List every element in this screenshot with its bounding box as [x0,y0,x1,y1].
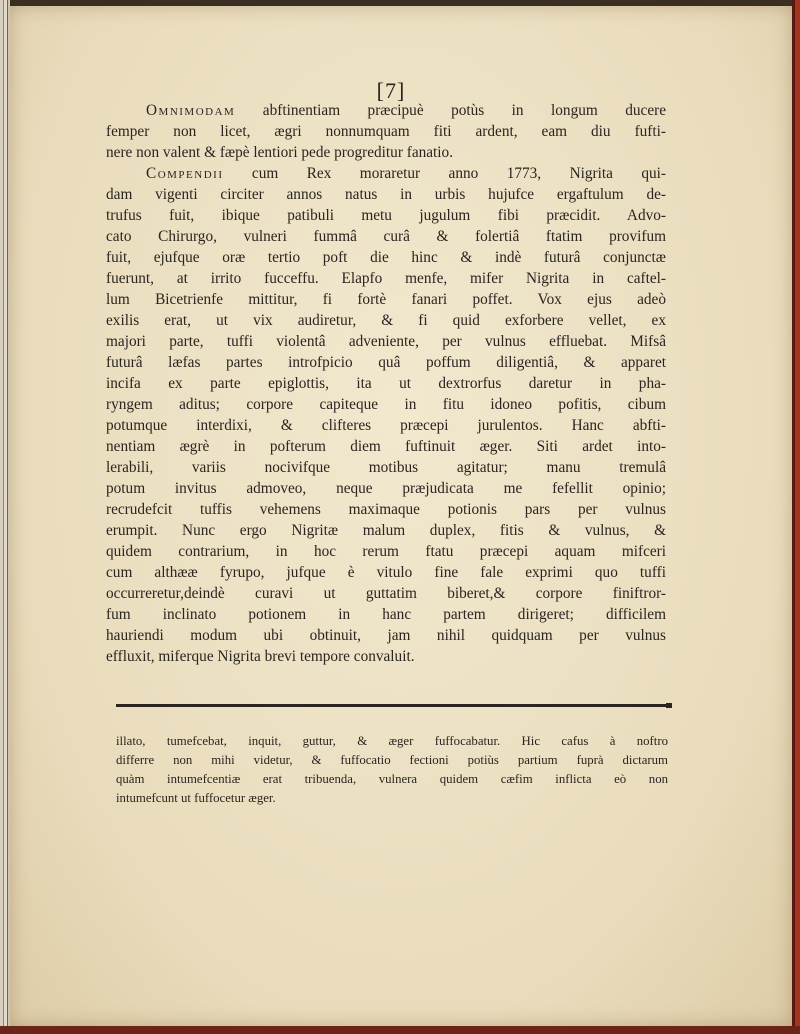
line-text: ryngem aditus; corpore capiteque in fitu idoneo pofitis, cibum [106,396,666,413]
text-line [106,457,666,478]
text-line [106,541,666,562]
text-line [106,163,666,184]
main-text [106,100,666,667]
footnote-line [116,789,668,808]
text-line [106,604,666,625]
text-line [106,247,666,268]
line-text: quàm intumefcentiæ erat tribuenda, vulnera quidem cæfim inflicta eò non [116,772,668,786]
line-text: lum Bicetrienfe mittitur, fi fortè fanari poffet. Vox ejus adeò [106,291,666,308]
text-line [106,373,666,394]
line-text: hauriendi modum ubi obtinuit, jam nihil quidquam per vulnus [106,627,666,644]
footnote-line [116,732,668,751]
text-line [106,121,666,142]
line-text: fuerunt, at irrito fucceffu. Elapfo menfe, mifer Nigrita in caftel- [106,270,666,287]
line-text: incifa ex parte epiglottis, ita ut dextrorfus daretur in pha- [106,375,666,392]
text-line [106,289,666,310]
paragraph-lead-word: Omnimodam [146,102,236,119]
text-line [106,352,666,373]
line-text: fuit, ejufque oræ tertio poft die hinc & indè futurâ conjunctæ [106,249,666,266]
text-line [106,436,666,457]
line-text: majori parte, tuffi violentâ adveniente, per vulnus effluebat. Mifsâ [106,333,666,350]
text-line [106,100,666,121]
page-number: [7] [376,78,406,103]
line-text: abftinentiam præcipuè potùs in longum ducere [235,102,666,119]
book-spine-edge [0,0,10,1034]
line-text: cato Chirurgo, vulneri fummâ curâ & folertiâ ftatim provifum [106,228,666,245]
text-line [106,268,666,289]
footnote [116,732,668,808]
footnote-line [116,751,668,770]
text-line [106,415,666,436]
text-line [106,520,666,541]
line-text: futurâ læfas partes introfpicio quâ poffum diligentiâ, & apparet [106,354,666,371]
paragraph-lead-word: Compendii [146,165,224,182]
text-line [106,562,666,583]
text-line [106,646,666,667]
footnote-line [116,770,668,789]
line-text: lerabili, variis nocivifque motibus agitatur; manu tremulâ [106,459,666,476]
text-line [106,331,666,352]
line-text: differre non mihi videtur, & fuffocatio fectioni potiùs partium fuprà dictarum [116,753,668,767]
text-line [106,142,666,163]
text-line [106,625,666,646]
line-text: cum Rex moraretur anno 1773, Nigrita qui- [223,165,666,182]
line-text: potum invitus admoveo, neque præjudicata me fefellit opinio; [106,480,666,497]
line-text: erumpit. Nunc ergo Nigritæ malum duplex, fitis & vulnus, & [106,522,666,539]
footnote-rule [116,704,668,707]
line-text: cum althææ fyrupo, jufque è vitulo fine fale exprimi quo tuffi [106,564,666,581]
line-text: illato, tumefcebat, inquit, guttur, & æger fuffocabatur. Hic cafus à noftro [116,734,668,748]
line-text: quidem contrarium, in hoc rerum ftatu præcepi aquam mifceri [106,543,666,560]
line-text: nentiam ægrè in pofterum diem fuftinuit æger. Siti ardet into- [106,438,666,455]
line-text: intumefcunt ut fuffocetur æger. [116,791,276,805]
text-line [106,226,666,247]
line-text: potumque interdixi, & clifteres præcepi jurulentos. Hanc abfti- [106,417,666,434]
line-text: dam vigenti circiter annos natus in urbis hujufce ergaftulum de- [106,186,666,203]
text-line [106,394,666,415]
book-cover-edge [792,0,800,1034]
text-line [106,310,666,331]
line-text: exilis erat, ut vix audiretur, & fi quid exforbere vellet, ex [106,312,666,329]
line-text: fum inclinato potionem in hanc partem dirigeret; difficilem [106,606,666,623]
line-text: recrudefcit tuffis vehemens maximaque potionis pars per vulnus [106,501,666,518]
line-text: trufus fuit, ibique patibuli metu jugulum fibi præcidit. Advo- [106,207,666,224]
line-text: femper non licet, ægri nonnumquam fiti ardent, eam diu fufti- [106,123,666,140]
line-text: effluxit, miferque Nigrita brevi tempore convaluit. [106,648,415,665]
book-bottom-edge [0,1026,800,1034]
text-line [106,478,666,499]
line-text: occurreretur,deindè curavi ut guttatim biberet,& corpore finiftror- [106,585,666,602]
text-line [106,205,666,226]
line-text: nere non valent & fæpè lentiori pede progreditur fanatio. [106,144,454,161]
text-line [106,184,666,205]
text-line [106,499,666,520]
text-line [106,583,666,604]
